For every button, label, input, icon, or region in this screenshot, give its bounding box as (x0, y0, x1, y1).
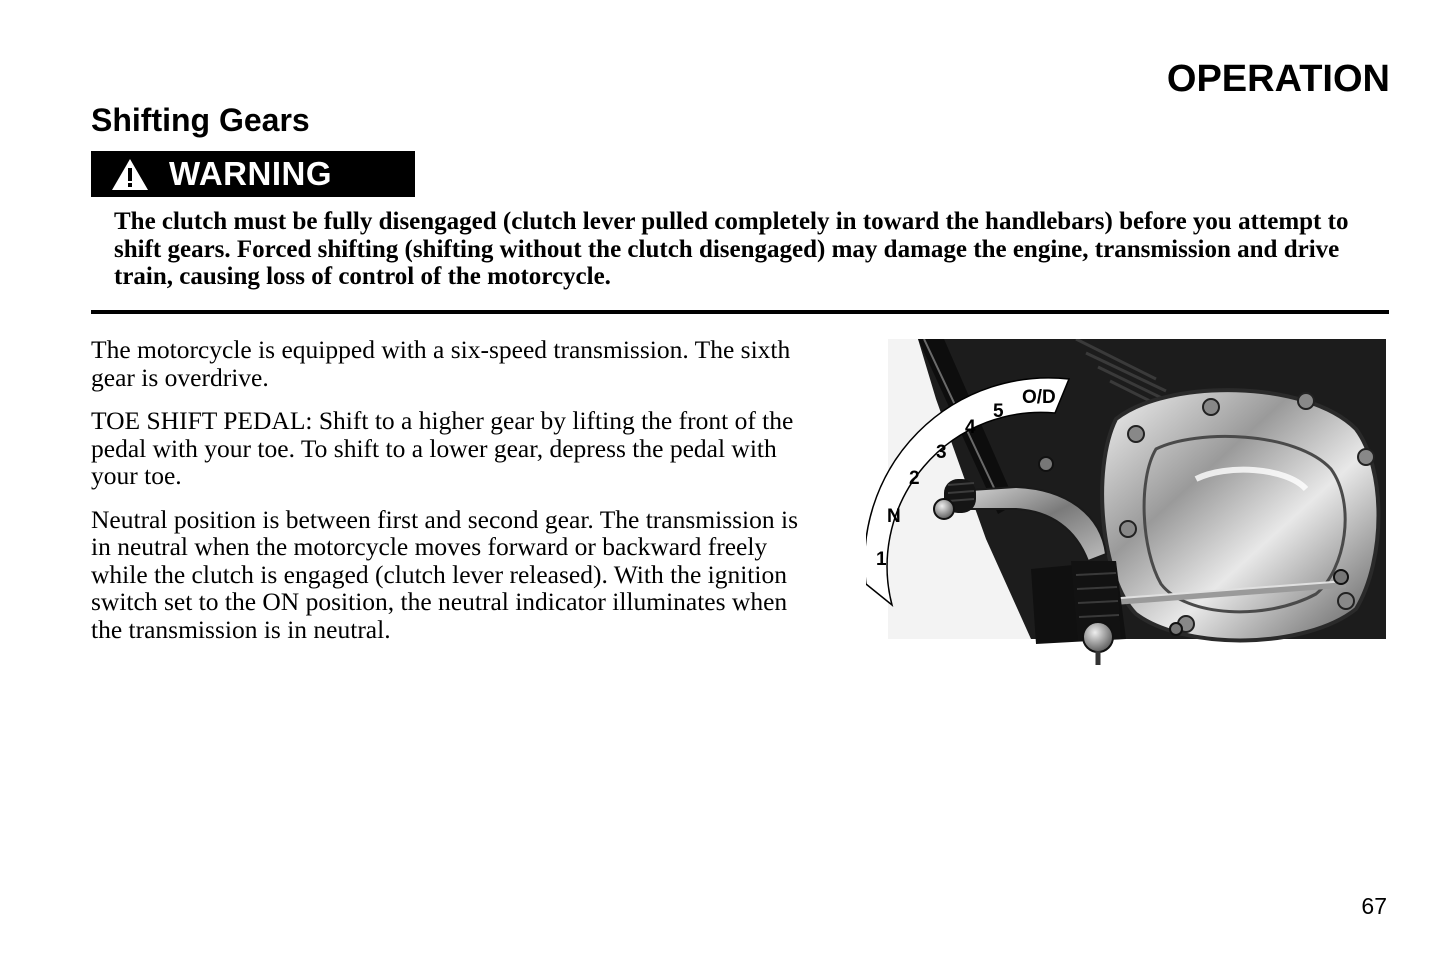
paragraph-toe-shift: TOE SHIFT PEDAL: Shift to a higher gear by lifting the front of the pedal with your toe. To shift to a lower gear, depress the pedal with your toe. (91, 406, 794, 490)
page-title: Shifting Gears (91, 102, 310, 138)
divider (91, 310, 1389, 314)
warning-label: WARNING (169, 155, 332, 192)
gear-label-1: 1 (876, 549, 887, 570)
gear-label-neutral: N (887, 506, 901, 527)
page-number: 67 (1361, 893, 1387, 919)
section-header: OPERATION (1166, 58, 1390, 100)
paragraph-neutral: Neutral position is between first and second gear. The transmission is in neutral when the motorcycle moves forward or backward freely while the clutch is engaged (clutch lever released). With the ignition switch set to the ON position, the neutral indicator illuminates when the transmission is in neutral. (91, 504, 799, 644)
warning-banner (91, 151, 415, 197)
paragraph-transmission: The motorcycle is equipped with a six-speed transmission. The sixth gear is overdrive. (91, 335, 791, 392)
gear-label-5: 5 (993, 401, 1004, 422)
engine-photo (888, 339, 1386, 665)
gear-label-overdrive: O/D (1022, 387, 1056, 408)
body-text (91, 336, 806, 659)
gear-label-2: 2 (909, 468, 920, 489)
warning-text: The clutch must be fully disengaged (clutch lever pulled completely in toward the handlebars) before you attempt to shift gears. Forced shifting (shifting without the clutch disengaged) may damage the engine, transmission and drive train, causing loss of control of the motorcycle. (114, 208, 1349, 290)
warning-triangle-icon (111, 158, 149, 191)
gear-label-4: 4 (965, 417, 976, 438)
shift-pedal-figure (866, 339, 1386, 674)
gear-label-3: 3 (936, 442, 947, 463)
